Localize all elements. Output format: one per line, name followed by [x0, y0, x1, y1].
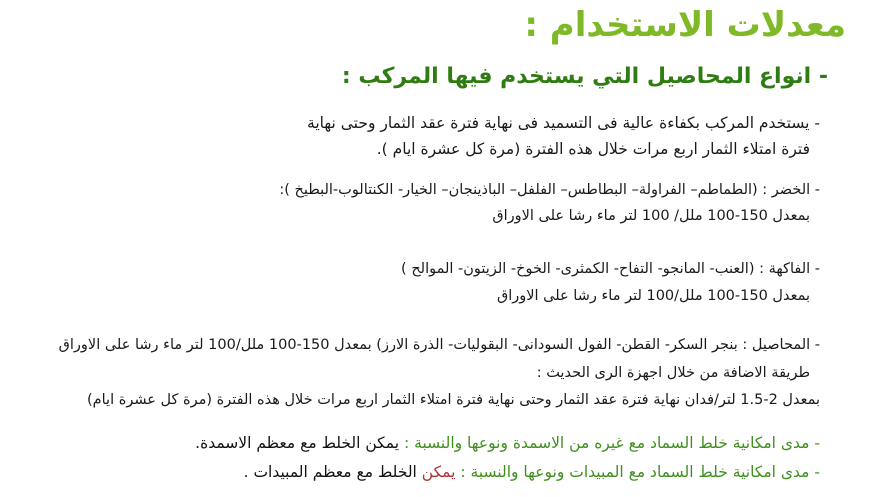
- fruits-rate: بمعدل 150-100 ملل/100 لتر ماء رشا على الاوراق: [496, 288, 810, 304]
- pesticide-mixing-can: يمكن: [421, 463, 461, 481]
- pesticide-mixing-line: [244, 465, 820, 481]
- vegetables-list: - الخضر : (الطماطم– الفراولة– البطاطس– الفلفل– الباذينجان– الخيار- الكنتالوب-البطيخ ):: [279, 182, 820, 198]
- fertilizer-mixing-line: [195, 436, 820, 452]
- usage-paragraph-line-2: فترة امتلاء الثمار اربع مرات خلال هذه الفترة (مرة كل عشرة ايام ).: [376, 140, 810, 158]
- irrigation-method: طريقة الاضافة من خلال اجهزة الرى الحديث :: [536, 365, 810, 381]
- fertilizer-mixing-question: - مدى امكانية خلط السماد مع غيره من الاسمدة ونوعها والنسبة :: [403, 434, 820, 452]
- section-subtitle: - انواع المحاصيل التي يستخدم فيها المركب :: [341, 64, 828, 89]
- fruits-list: - الفاكهة : (العنب- المانجو- التفاح- الكمثرى- الخوخ- الزيتون- الموالح ): [401, 261, 820, 277]
- usage-paragraph-line-1: - يستخدم المركب بكفاءة عالية فى التسميد فى نهاية فترة عقد الثمار وحتى نهاية: [307, 114, 820, 132]
- pesticide-mixing-question: - مدى امكانية خلط السماد مع المبيدات ونوعها والنسبة :: [460, 463, 820, 481]
- pesticide-mixing-answer: الخلط مع معظم المبيدات .: [243, 463, 422, 481]
- vegetables-rate: بمعدل 150-100 ملل/ 100 لتر ماء رشا على الاوراق: [492, 208, 810, 224]
- fertilizer-mixing-answer: يمكن الخلط مع معظم الاسمدة.: [195, 434, 404, 452]
- crops-list: - المحاصيل : بنجر السكر- القطن- الفول السودانى- البقوليات- الذرة الارز) بمعدل 150-100 ملل/100 لتر ماء رشا على الاوراق: [58, 337, 820, 353]
- irrigation-rate: بمعدل 2-1.5 لتر/فدان نهاية فترة عقد الثمار وحتى نهاية فترة امتلاء الثمار اربع مرات خلال هذه الفترة (مرة كل عشرة ايام): [87, 392, 820, 408]
- page-title: معدلات الاستخدام :: [524, 5, 846, 45]
